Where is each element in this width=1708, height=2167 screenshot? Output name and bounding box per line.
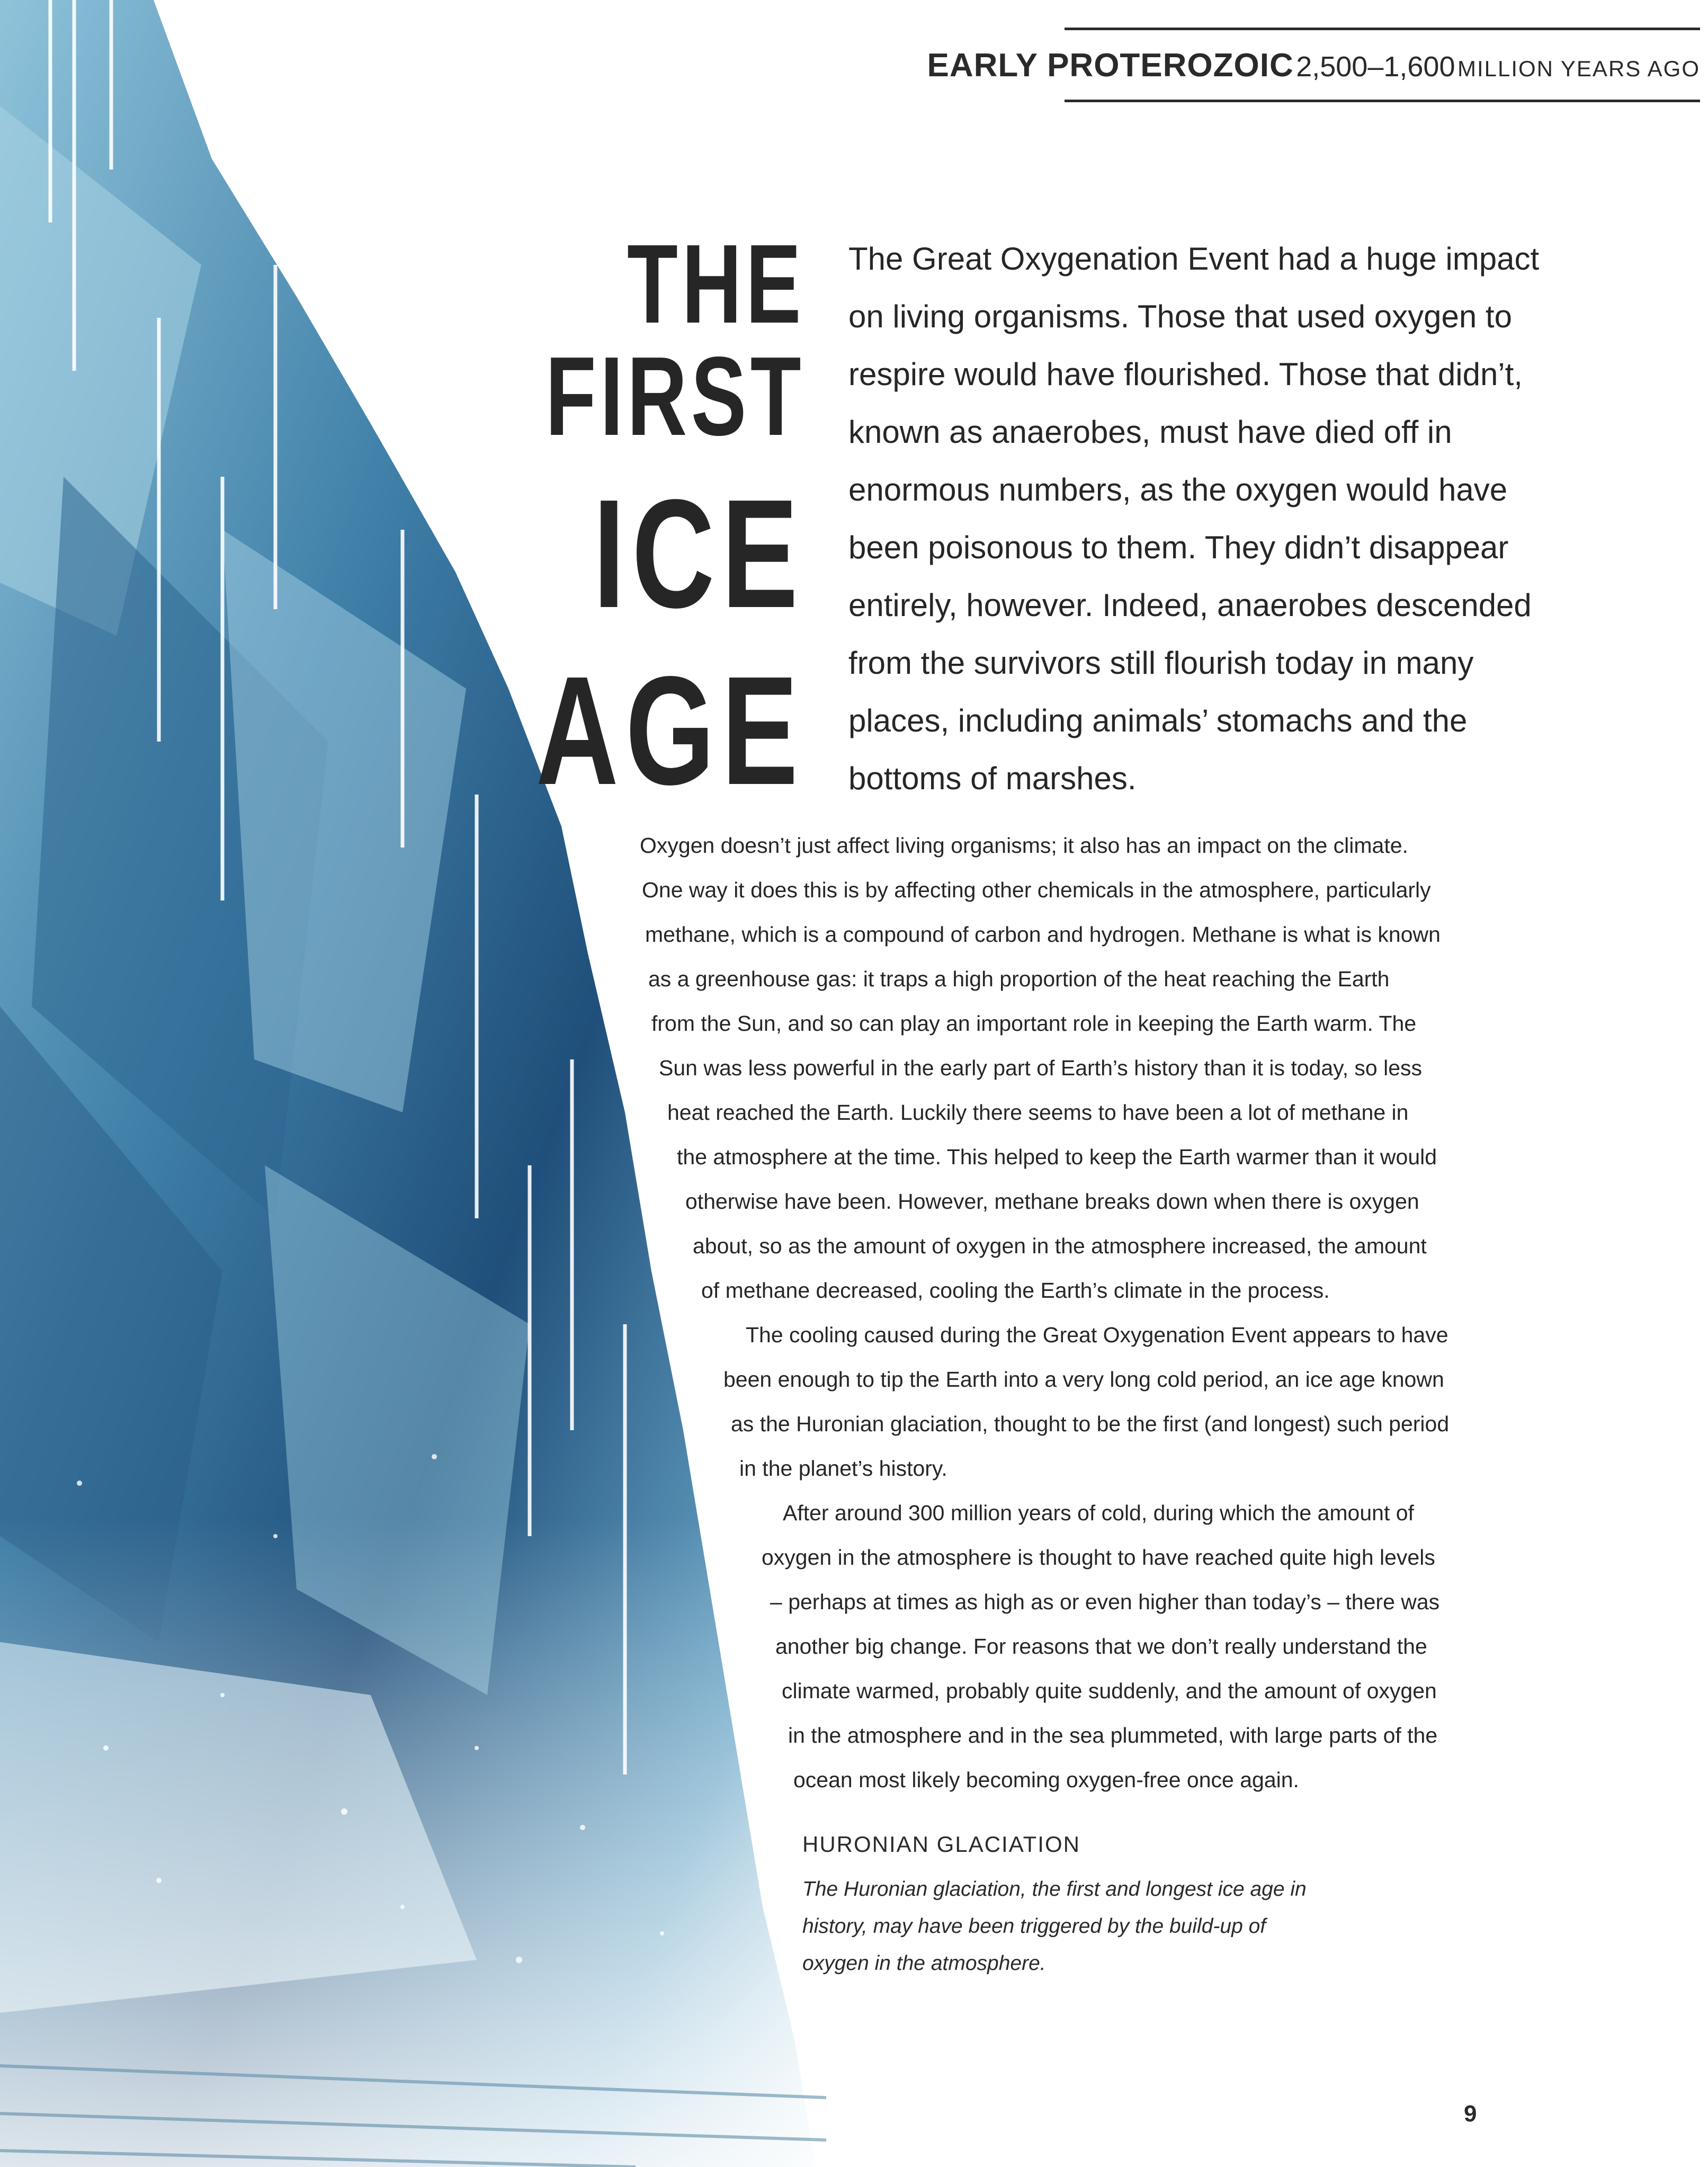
- body-line: been enough to tip the Earth into a very long cold period, an ice age known: [723, 1367, 1444, 1392]
- body-line: methane, which is a compound of carbon and hydrogen. Methane is what is known: [645, 922, 1441, 947]
- header-top-rule: [1065, 28, 1700, 30]
- image-caption: [802, 1832, 1385, 1982]
- body-line: One way it does this is by affecting other chemicals in the atmosphere, particularly: [642, 878, 1431, 902]
- era-name: EARLY PROTEROZOIC: [927, 47, 1294, 84]
- body-line: heat reached the Earth. Luckily there seems to have been a lot of methane in: [667, 1100, 1409, 1125]
- body-text: [640, 823, 1551, 1802]
- body-line: of methane decreased, cooling the Earth’s climate in the process.: [701, 1278, 1330, 1303]
- body-line: another big change. For reasons that we don’t really understand the: [775, 1634, 1427, 1658]
- body-paragraph-1: [640, 823, 1551, 1313]
- title-line-2: ICE: [593, 467, 805, 640]
- caption-text: The Huronian glaciation, the first and longest ice age in history, may have been triggered by the build-up of oxygen in the atmosphere.: [802, 1878, 1307, 1975]
- body-line: oxygen in the atmosphere is thought to have reached quite high levels: [762, 1545, 1435, 1569]
- body-line: ocean most likely becoming oxygen-free once again.: [793, 1768, 1299, 1792]
- chapter-title: [507, 221, 805, 817]
- era-unit: MILLION YEARS AGO: [1457, 56, 1700, 81]
- title-line-1: THE FIRST: [545, 221, 805, 459]
- body-line: as the Huronian glaciation, thought to be the first (and longest) such period: [731, 1412, 1450, 1436]
- body-line: Oxygen doesn’t just affect living organisms; it also has an impact on the climate.: [640, 833, 1408, 858]
- page-number: 9: [1464, 2101, 1477, 2127]
- body-line: Sun was less powerful in the early part of Earth’s history than it is today, so less: [659, 1056, 1423, 1080]
- body-line: in the atmosphere and in the sea plummeted, with large parts of the: [788, 1723, 1438, 1747]
- header-era-line: [927, 47, 1700, 84]
- body-line: climate warmed, probably quite suddenly, and the amount of oxygen: [782, 1679, 1437, 1703]
- body-line: as a greenhouse gas: it traps a high proportion of the heat reaching the Earth: [648, 967, 1390, 991]
- header-bottom-rule: [1065, 100, 1700, 102]
- body-line: After around 300 million years of cold, during which the amount of: [783, 1501, 1414, 1525]
- body-line: from the Sun, and so can play an important role in keeping the Earth warm. The: [651, 1011, 1417, 1036]
- body-line: about, so as the amount of oxygen in the atmosphere increased, the amount: [693, 1234, 1427, 1258]
- era-range: 2,500–1,600: [1296, 51, 1455, 83]
- body-line: otherwise have been. However, methane breaks down when there is oxygen: [685, 1189, 1419, 1214]
- page-header: [927, 26, 1700, 106]
- body-line: The cooling caused during the Great Oxygenation Event appears to have: [746, 1323, 1448, 1347]
- body-paragraph-3: [640, 1491, 1551, 1802]
- body-line: the atmosphere at the time. This helped to keep the Earth warmer than it would: [677, 1145, 1437, 1169]
- body-line: – perhaps at times as high as or even higher than today’s – there was: [770, 1590, 1440, 1614]
- body-line: in the planet’s history.: [739, 1456, 947, 1481]
- caption-title: HURONIAN GLACIATION: [802, 1832, 1080, 1857]
- body-paragraph-2: [640, 1313, 1551, 1491]
- intro-paragraph: The Great Oxygenation Event had a huge impact on living organisms. Those that used oxygen to respire would have flourished. Those that didn’t, known as anaerobes, must have died off in enormous numbers, as the oxygen would have been poisonous to them. They didn’t disappear entirely, however. Indeed, anaerobes descended from the survivors still flourish today in many places, including animals’ stomachs and the bottoms of marshes.: [848, 241, 1540, 796]
- title-line-3: AGE: [535, 644, 805, 817]
